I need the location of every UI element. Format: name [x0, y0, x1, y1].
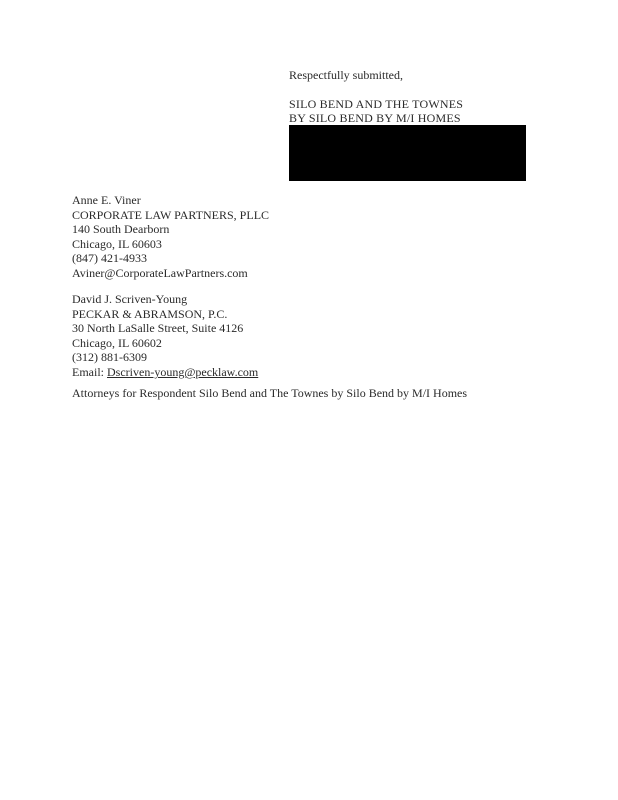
party-name-line-2: BY SILO BEND BY M/I HOMES: [289, 111, 461, 126]
redaction-box: [289, 125, 526, 181]
email-address: Aviner@CorporateLawPartners.com: [72, 265, 248, 280]
phone-number: (847) 421-4933: [72, 251, 147, 266]
counsel-block-scriven-young: [72, 292, 472, 380]
attorney-name: Anne E. Viner: [72, 193, 141, 207]
street-address: 140 South Dearborn: [72, 222, 170, 237]
email-line: [72, 365, 472, 380]
email-label: Email:: [72, 364, 104, 379]
city-state-zip: Chicago, IL 60602: [72, 335, 162, 350]
firm-name: PECKAR & ABRAMSON, P.C.: [72, 306, 228, 321]
firm-name: CORPORATE LAW PARTNERS, PLLC: [72, 207, 270, 222]
street-address: 30 North LaSalle Street, Suite 4126: [72, 321, 244, 336]
party-name-line-1: SILO BEND AND THE TOWNES: [289, 96, 464, 111]
signature-block: [289, 68, 589, 126]
phone-number: (312) 881-6309: [72, 350, 147, 365]
attorneys-for-statement: Attorneys for Respondent Silo Bend and The Townes by Silo Bend by M/I Homes: [72, 386, 468, 400]
attorney-name: David J. Scriven-Young: [72, 292, 188, 306]
city-state-zip: Chicago, IL 60603: [72, 236, 162, 251]
counsel-block-viner: [72, 193, 472, 281]
email-link[interactable]: Dscriven-young@pecklaw.com: [107, 364, 259, 379]
closing-text: Respectfully submitted,: [289, 68, 403, 82]
